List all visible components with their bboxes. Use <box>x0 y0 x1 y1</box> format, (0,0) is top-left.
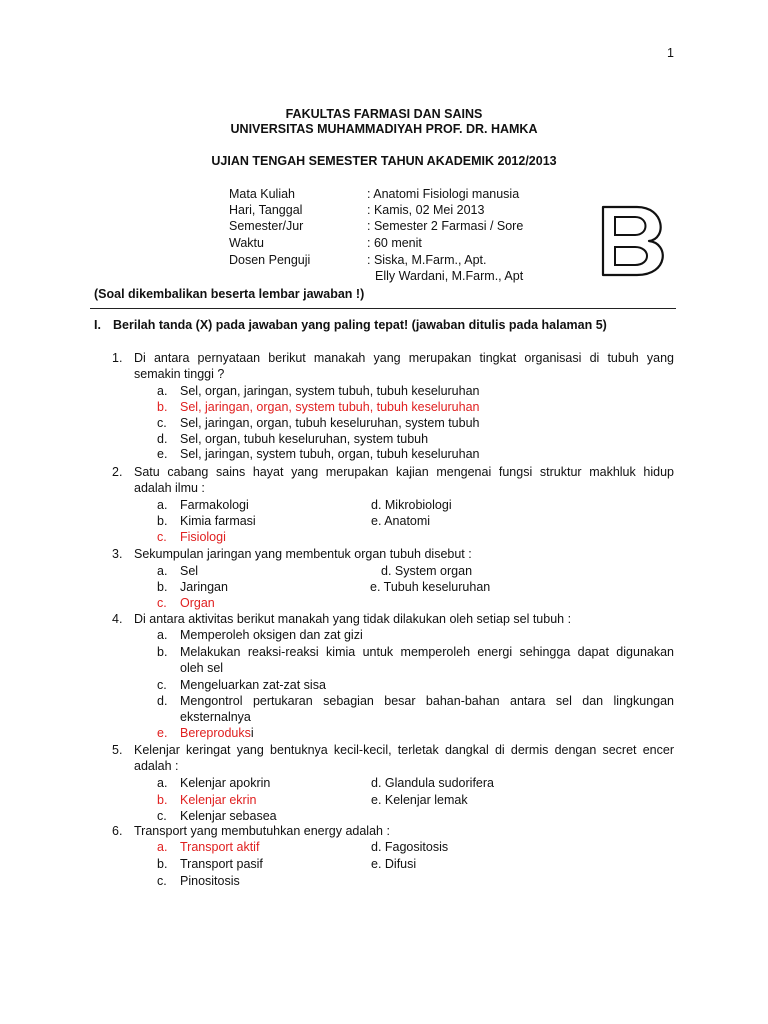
option-text-right: e. Anatomi <box>371 514 431 528</box>
option-letter: b. <box>157 514 168 528</box>
option-text-right: d. System organ <box>381 564 473 578</box>
option-text-correct-tail: i <box>250 726 254 740</box>
info-label-date: Hari, Tanggal <box>229 203 303 217</box>
option-letter: c. <box>157 416 167 430</box>
question-text: Sekumpulan jaringan yang membentuk organ tubuh disebut : <box>134 547 472 561</box>
option-letter: a. <box>157 384 168 398</box>
question-number: 3. <box>112 547 123 561</box>
option-letter-correct: c. <box>157 530 167 544</box>
info-label-semester: Semester/Jur <box>229 219 304 233</box>
option-text-right: e. Tubuh keseluruhan <box>370 580 491 594</box>
option-letter-correct: b. <box>157 793 168 807</box>
question-text: Transport yang membutuhkan energy adalah : <box>134 824 390 838</box>
option-letter: c. <box>157 809 167 823</box>
option-text-right: d. Mikrobiologi <box>371 498 452 512</box>
question-text-cont: semakin tinggi ? <box>134 367 225 381</box>
question-number: 6. <box>112 824 123 838</box>
option-text-correct: Fisiologi <box>180 530 226 544</box>
info-label-examiner: Dosen Penguji <box>229 253 311 267</box>
option-letter: c. <box>157 678 167 692</box>
option-text: Sel, organ, jaringan, system tubuh, tubuh keseluruhan <box>180 384 480 398</box>
exam-title: UJIAN TENGAH SEMESTER TAHUN AKADEMIK 2012/2013 <box>211 154 557 168</box>
option-letter-correct: c. <box>157 596 167 610</box>
question-number: 5. <box>112 743 123 757</box>
option-letter: b. <box>157 857 168 871</box>
option-text: Mengeluarkan zat-zat sisa <box>180 678 326 692</box>
option-letter-correct: b. <box>157 400 168 414</box>
option-letter: e. <box>157 447 168 461</box>
info-value-examiner: : Siska, M.Farm., Apt. <box>367 253 487 267</box>
question-text: Kelenjar keringat yang bentuknya kecil-kecil, terletak dangkal di dermis dengan secret encer <box>134 743 674 757</box>
option-letter: a. <box>157 628 168 642</box>
option-text: Kimia farmasi <box>180 514 256 528</box>
option-text: Kelenjar apokrin <box>180 776 271 790</box>
option-text: Jaringan <box>180 580 228 594</box>
question-number: 4. <box>112 612 123 626</box>
university-title: UNIVERSITAS MUHAMMADIYAH PROF. DR. HAMKA <box>230 122 538 136</box>
question-text: Di antara aktivitas berikut manakah yang tidak dilakukan oleh setiap sel tubuh : <box>134 612 572 626</box>
divider-line <box>90 308 676 309</box>
option-text: Sel <box>180 564 199 578</box>
option-text-correct: Kelenjar ekrin <box>180 793 257 807</box>
option-text-right: e. Kelenjar lemak <box>371 793 468 807</box>
option-text: Melakukan reaksi-reaksi kimia untuk memperoleh energi sehingga dapat digunakan <box>180 645 674 659</box>
option-letter: a. <box>157 498 168 512</box>
option-letter-correct: a. <box>157 840 168 854</box>
option-letter: b. <box>157 580 168 594</box>
option-text-correct: Organ <box>180 596 215 610</box>
info-label-course: Mata Kuliah <box>229 187 296 201</box>
question-number: 1. <box>112 351 123 365</box>
page-number: 1 <box>667 46 674 60</box>
option-text-correct: Sel, jaringan, organ, system tubuh, tubuh keseluruhan <box>180 400 480 414</box>
section-number: I. <box>94 318 101 332</box>
option-letter: b. <box>157 645 168 659</box>
option-text: Sel, jaringan, system tubuh, organ, tubuh keseluruhan <box>180 447 480 461</box>
option-text-right: d. Glandula sudorifera <box>371 776 494 790</box>
return-note: (Soal dikembalikan beserta lembar jawaban !) <box>94 287 365 301</box>
option-text-cont: oleh sel <box>180 661 224 675</box>
option-letter: c. <box>157 874 167 888</box>
option-text: Sel, jaringan, organ, tubuh keseluruhan, system tubuh <box>180 416 480 430</box>
info-value-course: : Anatomi Fisiologi manusia <box>367 187 520 201</box>
option-text: Kelenjar sebasea <box>180 809 277 823</box>
option-text-right: e. Difusi <box>371 857 417 871</box>
option-text-cont: eksternalnya <box>180 710 251 724</box>
question-text: Di antara pernyataan berikut manakah yang merupakan tingkat organisasi di tubuh yang <box>134 351 674 365</box>
question-text: Satu cabang sains hayat yang merupakan kajian mengenai fungsi struktur makhluk hidup <box>134 465 674 479</box>
option-text: Transport pasif <box>180 857 263 871</box>
section-instruction: Berilah tanda (X) pada jawaban yang paling tepat! (jawaban ditulis pada halaman 5) <box>113 318 607 332</box>
option-text-right: d. Fagositosis <box>371 840 449 854</box>
info-value-semester: : Semester 2 Farmasi / Sore <box>367 219 524 233</box>
option-text-correct-red: Bereproduks <box>180 726 251 740</box>
option-text: Pinositosis <box>180 874 240 888</box>
question-number: 2. <box>112 465 123 479</box>
option-letter: d. <box>157 432 168 446</box>
info-value-time: : 60 menit <box>367 236 422 250</box>
question-text-cont: adalah : <box>134 759 179 773</box>
option-letter: a. <box>157 776 168 790</box>
question-text-cont: adalah ilmu : <box>134 481 205 495</box>
info-value-examiner-2: Elly Wardani, M.Farm., Apt <box>375 269 524 283</box>
option-letter: d. <box>157 694 168 708</box>
option-letter-correct: e. <box>157 726 168 740</box>
option-text: Sel, organ, tubuh keseluruhan, system tubuh <box>180 432 429 446</box>
info-label-time: Waktu <box>229 236 264 250</box>
info-value-date: : Kamis, 02 Mei 2013 <box>367 203 485 217</box>
option-text-correct <box>180 726 254 741</box>
option-text: Memperoleh oksigen dan zat gizi <box>180 628 363 642</box>
faculty-title: FAKULTAS FARMASI DAN SAINS <box>285 107 483 121</box>
exam-variant-badge <box>597 203 671 279</box>
option-text: Mengontrol pertukaran sebagian besar bahan-bahan antara sel dan lingkungan <box>180 694 674 708</box>
option-letter: a. <box>157 564 168 578</box>
option-text-correct: Transport aktif <box>180 840 260 854</box>
option-text: Farmakologi <box>180 498 249 512</box>
